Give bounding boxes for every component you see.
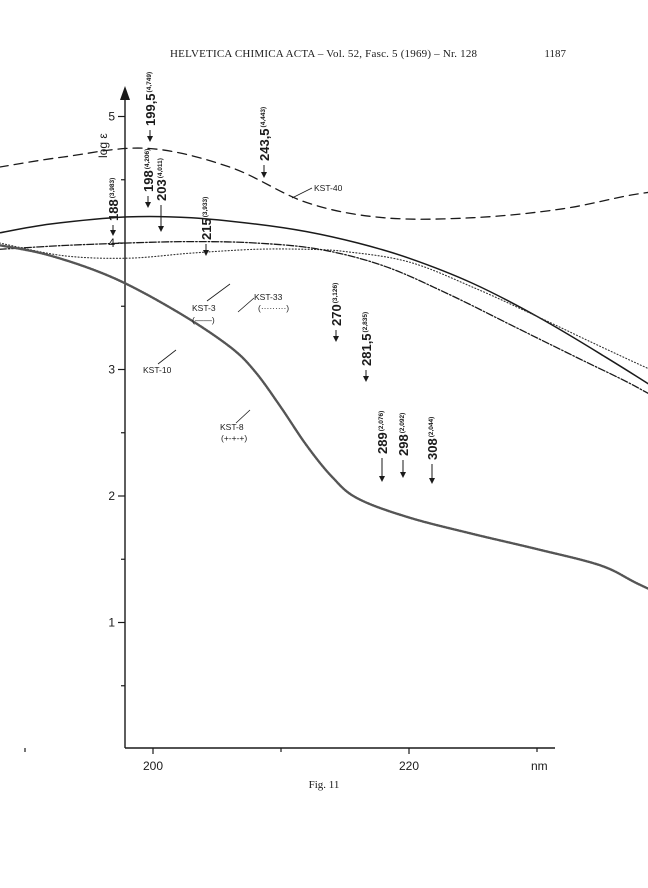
- arrow-down-icon: [147, 136, 153, 142]
- peak-log-epsilon-label: (4,443): [260, 106, 267, 128]
- series-kst-33-name-label: KST-33: [254, 292, 283, 302]
- peak-log-epsilon-label: (2,092): [399, 412, 406, 434]
- series-kst-40-name-label: KST-40: [314, 183, 343, 193]
- peak-wavelength-label: 203$^{(4,011)}$: [154, 158, 169, 201]
- peak-wavelength-label: 308$^{(2,044)}$: [425, 416, 440, 460]
- arrow-down-icon: [158, 226, 164, 232]
- peak-annotation-270: [329, 283, 344, 342]
- y-axis-title: log ε: [96, 133, 110, 158]
- peak-log-epsilon-label: (4,011): [157, 158, 164, 179]
- chart-curves: [0, 148, 648, 658]
- peak-wavelength-label: 270$^{(3,126)}$: [329, 282, 344, 326]
- peak-log-epsilon-label: (2,044): [428, 416, 435, 438]
- peak-annotation-199-5: [143, 72, 158, 142]
- series-kst-40-point: [146, 148, 147, 149]
- y-tick-label: 4: [108, 236, 115, 250]
- arrow-down-icon: [429, 478, 435, 484]
- peak-annotation-188: [106, 178, 121, 236]
- series-kst-8-line: [0, 242, 648, 628]
- chart-labels: [143, 183, 648, 662]
- peak-log-epsilon-label: (3,933): [202, 196, 209, 218]
- series-kst-33-line: [0, 243, 648, 609]
- series-kst-8-name-label: KST-8: [220, 422, 244, 432]
- peak-wavelength-label: 188$^{(3,983)}$: [106, 177, 121, 221]
- x-tick-label: 220: [398, 759, 420, 773]
- series-kst-40-leader-line: [292, 188, 312, 198]
- arrow-down-icon: [363, 376, 369, 382]
- series-kst-10-name-label: KST-10: [143, 365, 172, 375]
- peak-wavelength-label: 298$^{(2,092)}$: [396, 412, 411, 456]
- peak-log-epsilon-label: (3,126): [332, 282, 339, 304]
- series-kst-10-line: [0, 245, 648, 657]
- arrow-down-icon: [203, 250, 209, 256]
- series-kst-8-style-note: (+-+-+): [221, 433, 248, 443]
- peak-wavelength-label: 198$^{(4,206)}$: [141, 148, 156, 192]
- series-kst-33-style-note: (·········): [258, 303, 290, 313]
- peak-log-epsilon-label: (4,749): [146, 71, 153, 93]
- series-kst-3-name-label: KST-3: [192, 303, 216, 313]
- peak-wavelength-label: 281,5$^{(2,835)}$: [359, 311, 374, 366]
- arrow-down-icon: [333, 336, 339, 342]
- peak-log-epsilon-label: (2,835): [362, 311, 369, 333]
- peak-log-epsilon-label: (4,206): [144, 148, 151, 170]
- peak-log-epsilon-label: (2,076): [378, 410, 385, 432]
- series-kst-40-line: [0, 148, 648, 564]
- peak-annotation-243-5: [257, 107, 272, 178]
- y-tick-label: 2: [108, 489, 115, 503]
- peak-log-epsilon-label: (3,983): [109, 177, 116, 199]
- peak-annotation-215: [199, 197, 214, 256]
- series-kst-3-style-note: (——): [192, 315, 215, 325]
- series-kst-3-line: [0, 216, 648, 539]
- page-number: 1187: [544, 48, 566, 60]
- series-kst-33-leader-line: [238, 298, 254, 312]
- peak-wavelength-label: 199,5$^{(4,749)}$: [143, 71, 158, 126]
- x-axis-unit-label: nm: [531, 759, 548, 773]
- y-axis-arrow-icon: [120, 86, 130, 100]
- peak-wavelength-label: 243,5$^{(4,443)}$: [257, 106, 272, 161]
- arrow-down-icon: [145, 202, 151, 208]
- journal-title: HELVETICA CHIMICA ACTA – Vol. 52, Fasc. 5 (1969) – Nr. 128: [170, 48, 478, 60]
- series-kst-3-leader-line: [207, 284, 230, 301]
- y-tick-label: 5: [108, 109, 115, 124]
- series-kst-10-leader-line: [158, 350, 176, 364]
- peak-annotation-281-5: [359, 312, 374, 382]
- arrow-down-icon: [261, 172, 267, 178]
- series-kst-40-point: [639, 193, 640, 194]
- peak-wavelength-label: 289$^{(2,076)}$: [375, 410, 390, 454]
- chart-annotations: [106, 72, 440, 484]
- x-tick-label: 200: [142, 759, 164, 773]
- arrow-down-icon: [400, 472, 406, 478]
- peak-annotation-289: [375, 411, 390, 482]
- peak-wavelength-label: 215$^{(3,933)}$: [199, 196, 214, 240]
- figure-caption: Fig. 11: [308, 779, 340, 791]
- y-tick-label: 1: [108, 615, 115, 630]
- y-tick-label: 3: [108, 362, 115, 377]
- arrow-down-icon: [379, 476, 385, 482]
- peak-annotation-298: [396, 413, 411, 478]
- peak-annotation-308: [425, 417, 440, 484]
- peak-annotation-203: [154, 158, 169, 232]
